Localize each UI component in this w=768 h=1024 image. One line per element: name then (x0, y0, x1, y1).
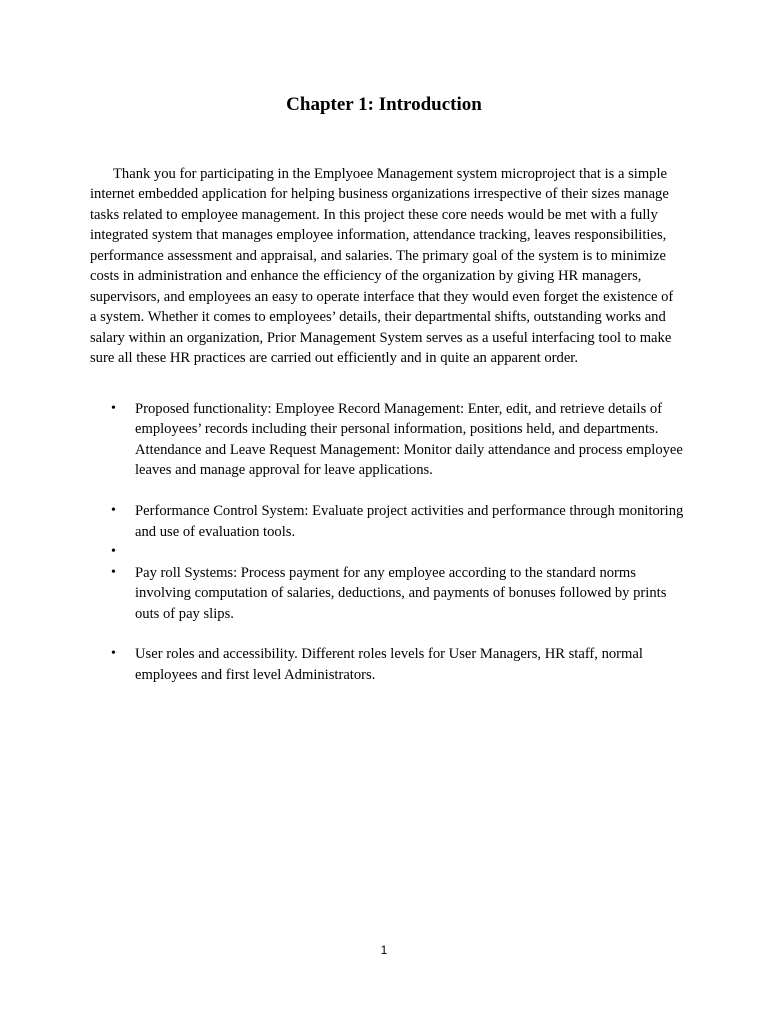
intro-paragraph: Thank you for participating in the Emplyoee Management system microproject that is a simple internet embedded application for helping business organizations irrespective of their sizes manage tasks related to employee management. In this project these core needs would be met with a fully integrated system that manages employee information, attendance tracking, leaves responsibilities, performance assessment and appraisal, and salaries. The primary goal of the system is to minimize costs in administration and enhance the efficiency of the organization by giving HR managers, supervisors, and employees an easy to operate interface that they would even forget the existence of a system. Whether it comes to employees’ details, their departmental shifts, outstanding works and salary within an organization, Prior Management System serves as a useful interfacing tool to make sure all these HR practices are carried out efficiently and in quite an apparent order. (90, 166, 674, 367)
bullet-text: Proposed functionality: Employee Record Management: Enter, edit, and retrieve details of employees’ records including their personal information, positions held, and departments. Attendance and Leave Request Management: Monitor daily attendance and process employee leaves and manage approval for leave applications. (135, 401, 683, 479)
bullet-text: Performance Control System: Evaluate project activities and performance through monitoring and use of evaluation tools. (135, 503, 684, 540)
list-item (90, 399, 690, 481)
list-item (90, 542, 690, 562)
bullet-text: Pay roll Systems: Process payment for any employee according to the standard norms involving computation of salaries, deductions, and payments of bonuses followed by prints outs of pay slips. (135, 564, 667, 622)
page-number: 1 (380, 943, 388, 957)
bullet-icon: • (111, 503, 116, 519)
chapter-title: Chapter 1: Introduction (286, 94, 482, 115)
bullet-icon: • (111, 564, 116, 580)
bullet-text: User roles and accessibility. Different roles levels for User Managers, HR staff, normal employees and first level Administrators. (135, 646, 643, 683)
bullet-list (90, 399, 690, 685)
bullet-icon: • (111, 401, 116, 416)
list-item (90, 644, 690, 685)
bullet-icon: • (111, 544, 116, 560)
list-item (90, 501, 690, 542)
bullet-icon: • (111, 646, 116, 662)
list-item (90, 563, 690, 624)
bullet-text (135, 542, 690, 562)
